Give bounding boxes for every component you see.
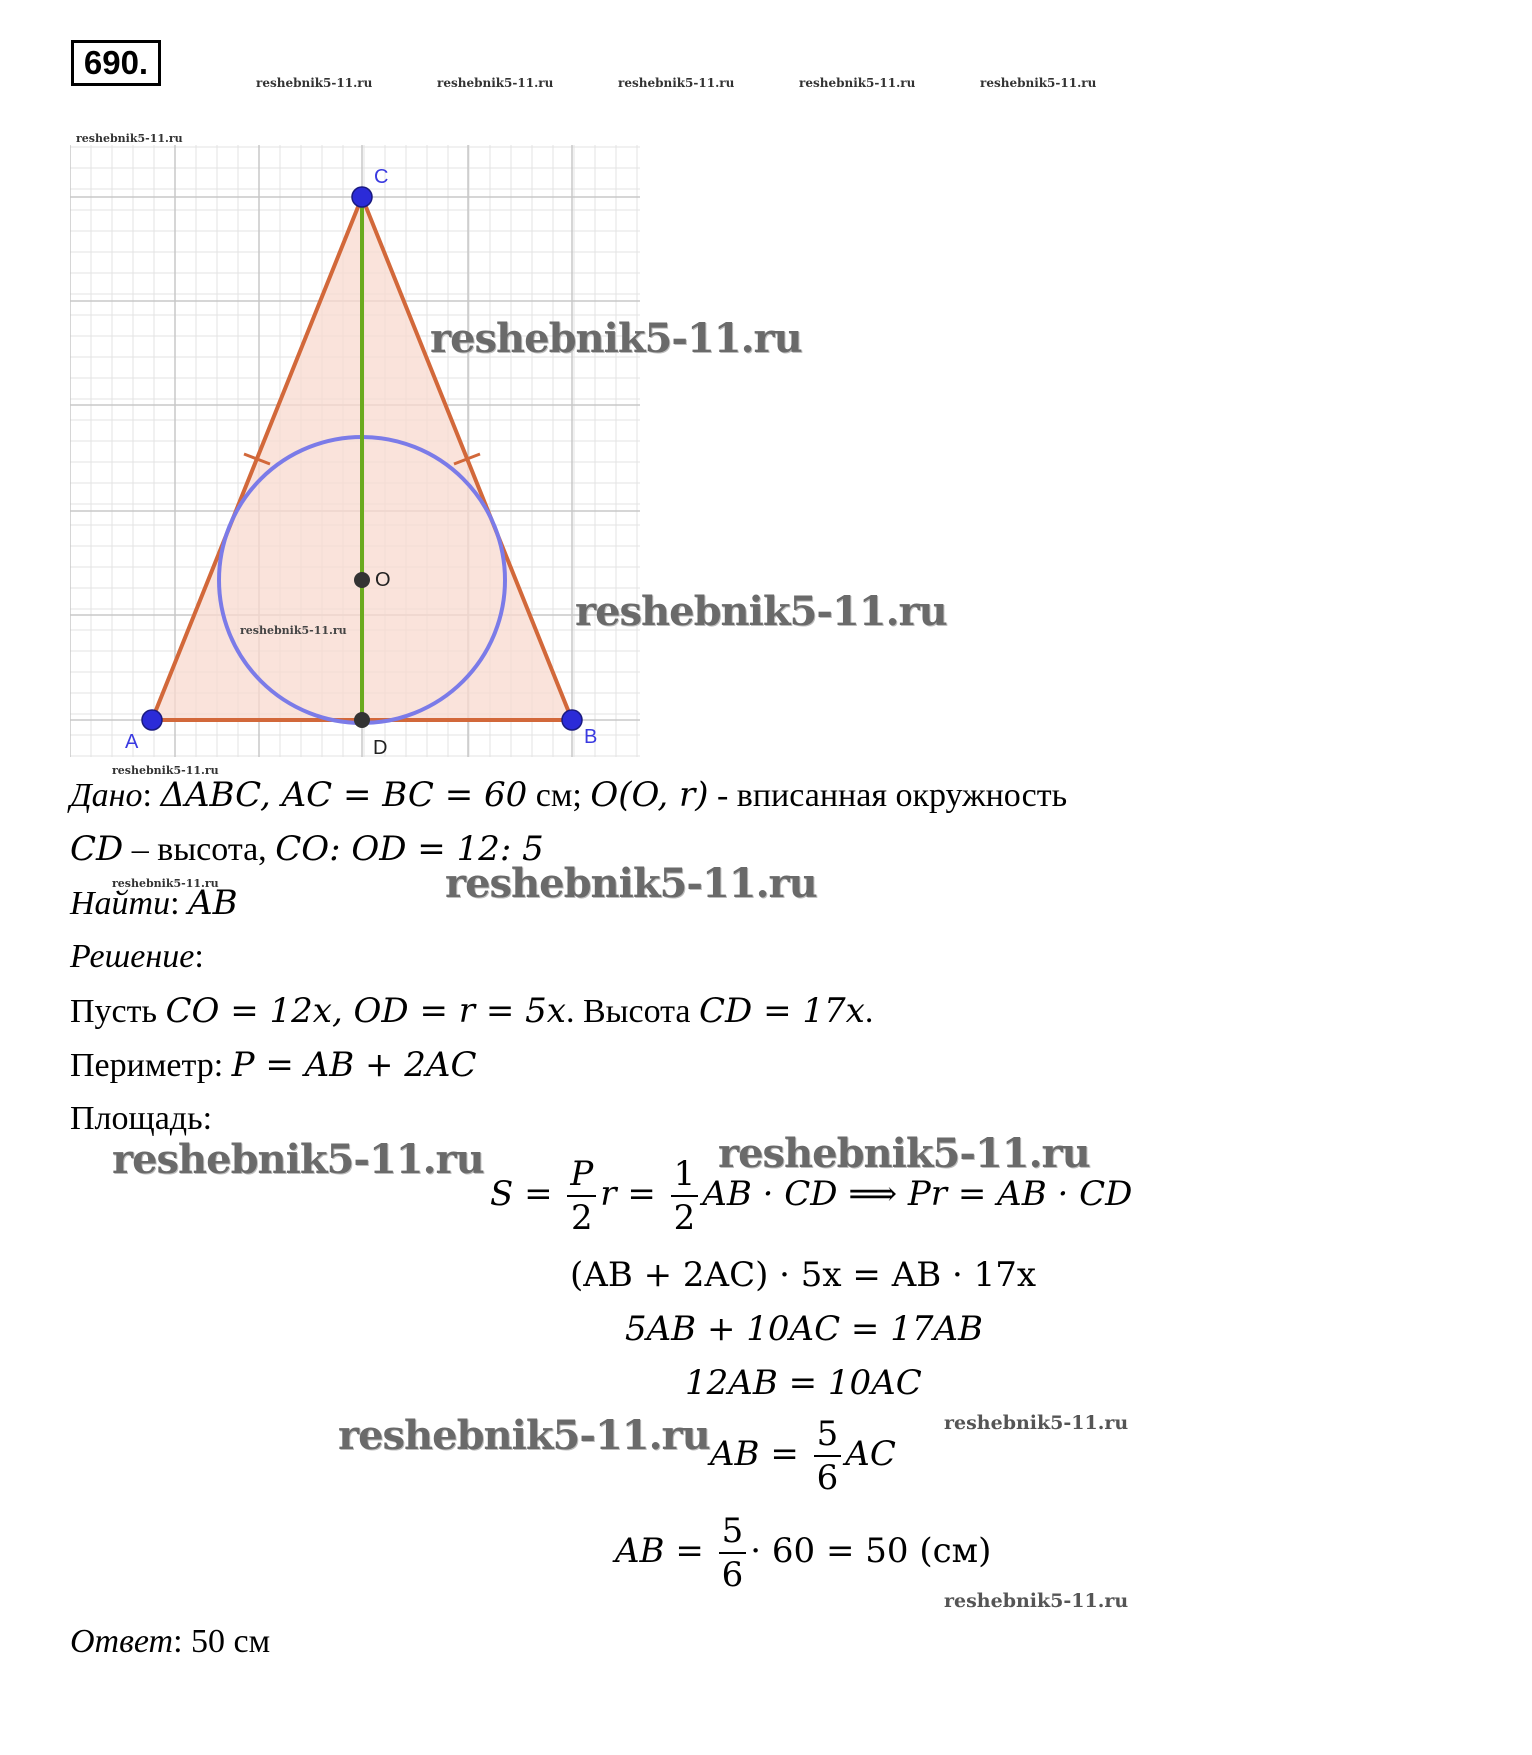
point-o (354, 572, 370, 588)
answer-line (70, 1622, 270, 1662)
step-1 (70, 991, 873, 1032)
fraction-5-over-6-b (719, 1510, 747, 1596)
step-1-math-b: CO = 12x, OD = r = 5x (165, 991, 566, 1031)
step-1-text-e: . (864, 993, 874, 1030)
label-c: C (374, 166, 389, 188)
formula-area (490, 1153, 1132, 1239)
step-1-math-d: CD = 17x (699, 991, 865, 1031)
find-label: Найти (70, 885, 171, 922)
given-altitude-text: – высота, (123, 831, 276, 868)
given-circle-desc: - вписанная окружность (708, 777, 1068, 814)
f1-rhs: AB · CD ⟹ Pr = AB · CD (702, 1174, 1133, 1214)
given-circle: O(O, r) (590, 775, 709, 815)
answer-value: : 50 см (173, 1623, 271, 1660)
watermark-right-2: reshebnik5-11.ru (944, 1590, 1129, 1612)
watermark-small-given: reshebnik5-11.ru (112, 764, 219, 777)
f1-num1: P (567, 1153, 596, 1197)
watermark-big-2: reshebnik5-11.ru (575, 588, 947, 635)
f1-lhs: S = (490, 1174, 553, 1214)
watermark-big-4: reshebnik5-11.ru (112, 1136, 484, 1183)
find-value: AB (188, 883, 238, 923)
watermark-top-3: reshebnik5-11.ru (618, 76, 735, 90)
problem-number: 690. (71, 40, 161, 86)
watermark-big-3: reshebnik5-11.ru (445, 860, 817, 907)
answer-label: Ответ (70, 1623, 174, 1660)
watermark-top-2: reshebnik5-11.ru (437, 76, 554, 90)
label-d: D (373, 737, 388, 759)
given-unit: см; (527, 777, 591, 814)
f6-rhs: · 60 = 50 (см) (750, 1531, 992, 1571)
f6-lhs: AB = (615, 1531, 704, 1571)
fraction-5-over-6-a (814, 1413, 842, 1499)
f6-den: 6 (721, 1555, 744, 1595)
f5-lhs: AB = (710, 1434, 799, 1474)
f1-num2: 1 (671, 1153, 699, 1197)
step-2-math: P = AB + 2AC (231, 1045, 477, 1085)
given-line-1: Дано: ΔABC, AC = BC = 60 см; O(O, r) - вписанная окружность (70, 775, 1068, 815)
given-label: Дано (70, 777, 143, 814)
watermark-figure-inner: reshebnik5-11.ru (240, 624, 347, 637)
step-1-text-a: Пусть (70, 993, 166, 1030)
watermark-figure-top: reshebnik5-11.ru (76, 132, 183, 145)
fraction-p-over-2 (567, 1153, 596, 1239)
point-a (142, 710, 162, 730)
step-3: Площадь: (70, 1100, 213, 1137)
label-b: B (584, 726, 598, 748)
formula-3: 5AB + 10AC = 17AB (625, 1309, 984, 1349)
formula-4: 12AB = 10AC (685, 1363, 922, 1403)
watermark-top-5: reshebnik5-11.ru (980, 76, 1097, 90)
given-triangle: ΔABC, AC = BC = 60 (160, 775, 528, 815)
watermark-big-5: reshebnik5-11.ru (718, 1130, 1090, 1177)
f5-rhs: AC (845, 1434, 896, 1474)
formula-2: (AB + 2AC) · 5x = AB · 17x (570, 1255, 1037, 1295)
solution-label: Решение (70, 938, 195, 975)
given-line-2 (70, 829, 544, 870)
watermark-right-1: reshebnik5-11.ru (944, 1412, 1129, 1434)
point-c (352, 187, 372, 207)
f5-num: 5 (814, 1413, 842, 1457)
formula-6 (615, 1510, 991, 1596)
f6-num: 5 (719, 1510, 747, 1554)
f1-mid: r = (600, 1174, 656, 1214)
solution-heading: Решение: (70, 938, 204, 975)
triangle-figure (70, 145, 650, 765)
watermark-top-1: reshebnik5-11.ru (256, 76, 373, 90)
f1-den1: 2 (571, 1198, 593, 1238)
fraction-1-over-2 (671, 1153, 699, 1239)
point-b (562, 710, 582, 730)
watermark-small-find: reshebnik5-11.ru (112, 877, 219, 890)
watermark-big-1: reshebnik5-11.ru (430, 315, 802, 362)
step-2 (70, 1045, 477, 1086)
step-1-text-c: . Высота (565, 993, 699, 1030)
find-line: Найти: AB (70, 883, 238, 923)
label-a: A (125, 731, 139, 753)
watermark-big-6: reshebnik5-11.ru (338, 1412, 710, 1459)
point-d (354, 712, 370, 728)
step-2-text: Периметр: (70, 1047, 232, 1084)
f5-den: 6 (816, 1458, 839, 1498)
formula-5 (710, 1413, 896, 1499)
f1-den2: 2 (673, 1198, 696, 1238)
given-ratio: CO: OD = 12: 5 (275, 829, 544, 869)
watermark-top-4: reshebnik5-11.ru (799, 76, 916, 90)
given-altitude: CD (70, 829, 124, 869)
label-o: O (375, 569, 391, 591)
